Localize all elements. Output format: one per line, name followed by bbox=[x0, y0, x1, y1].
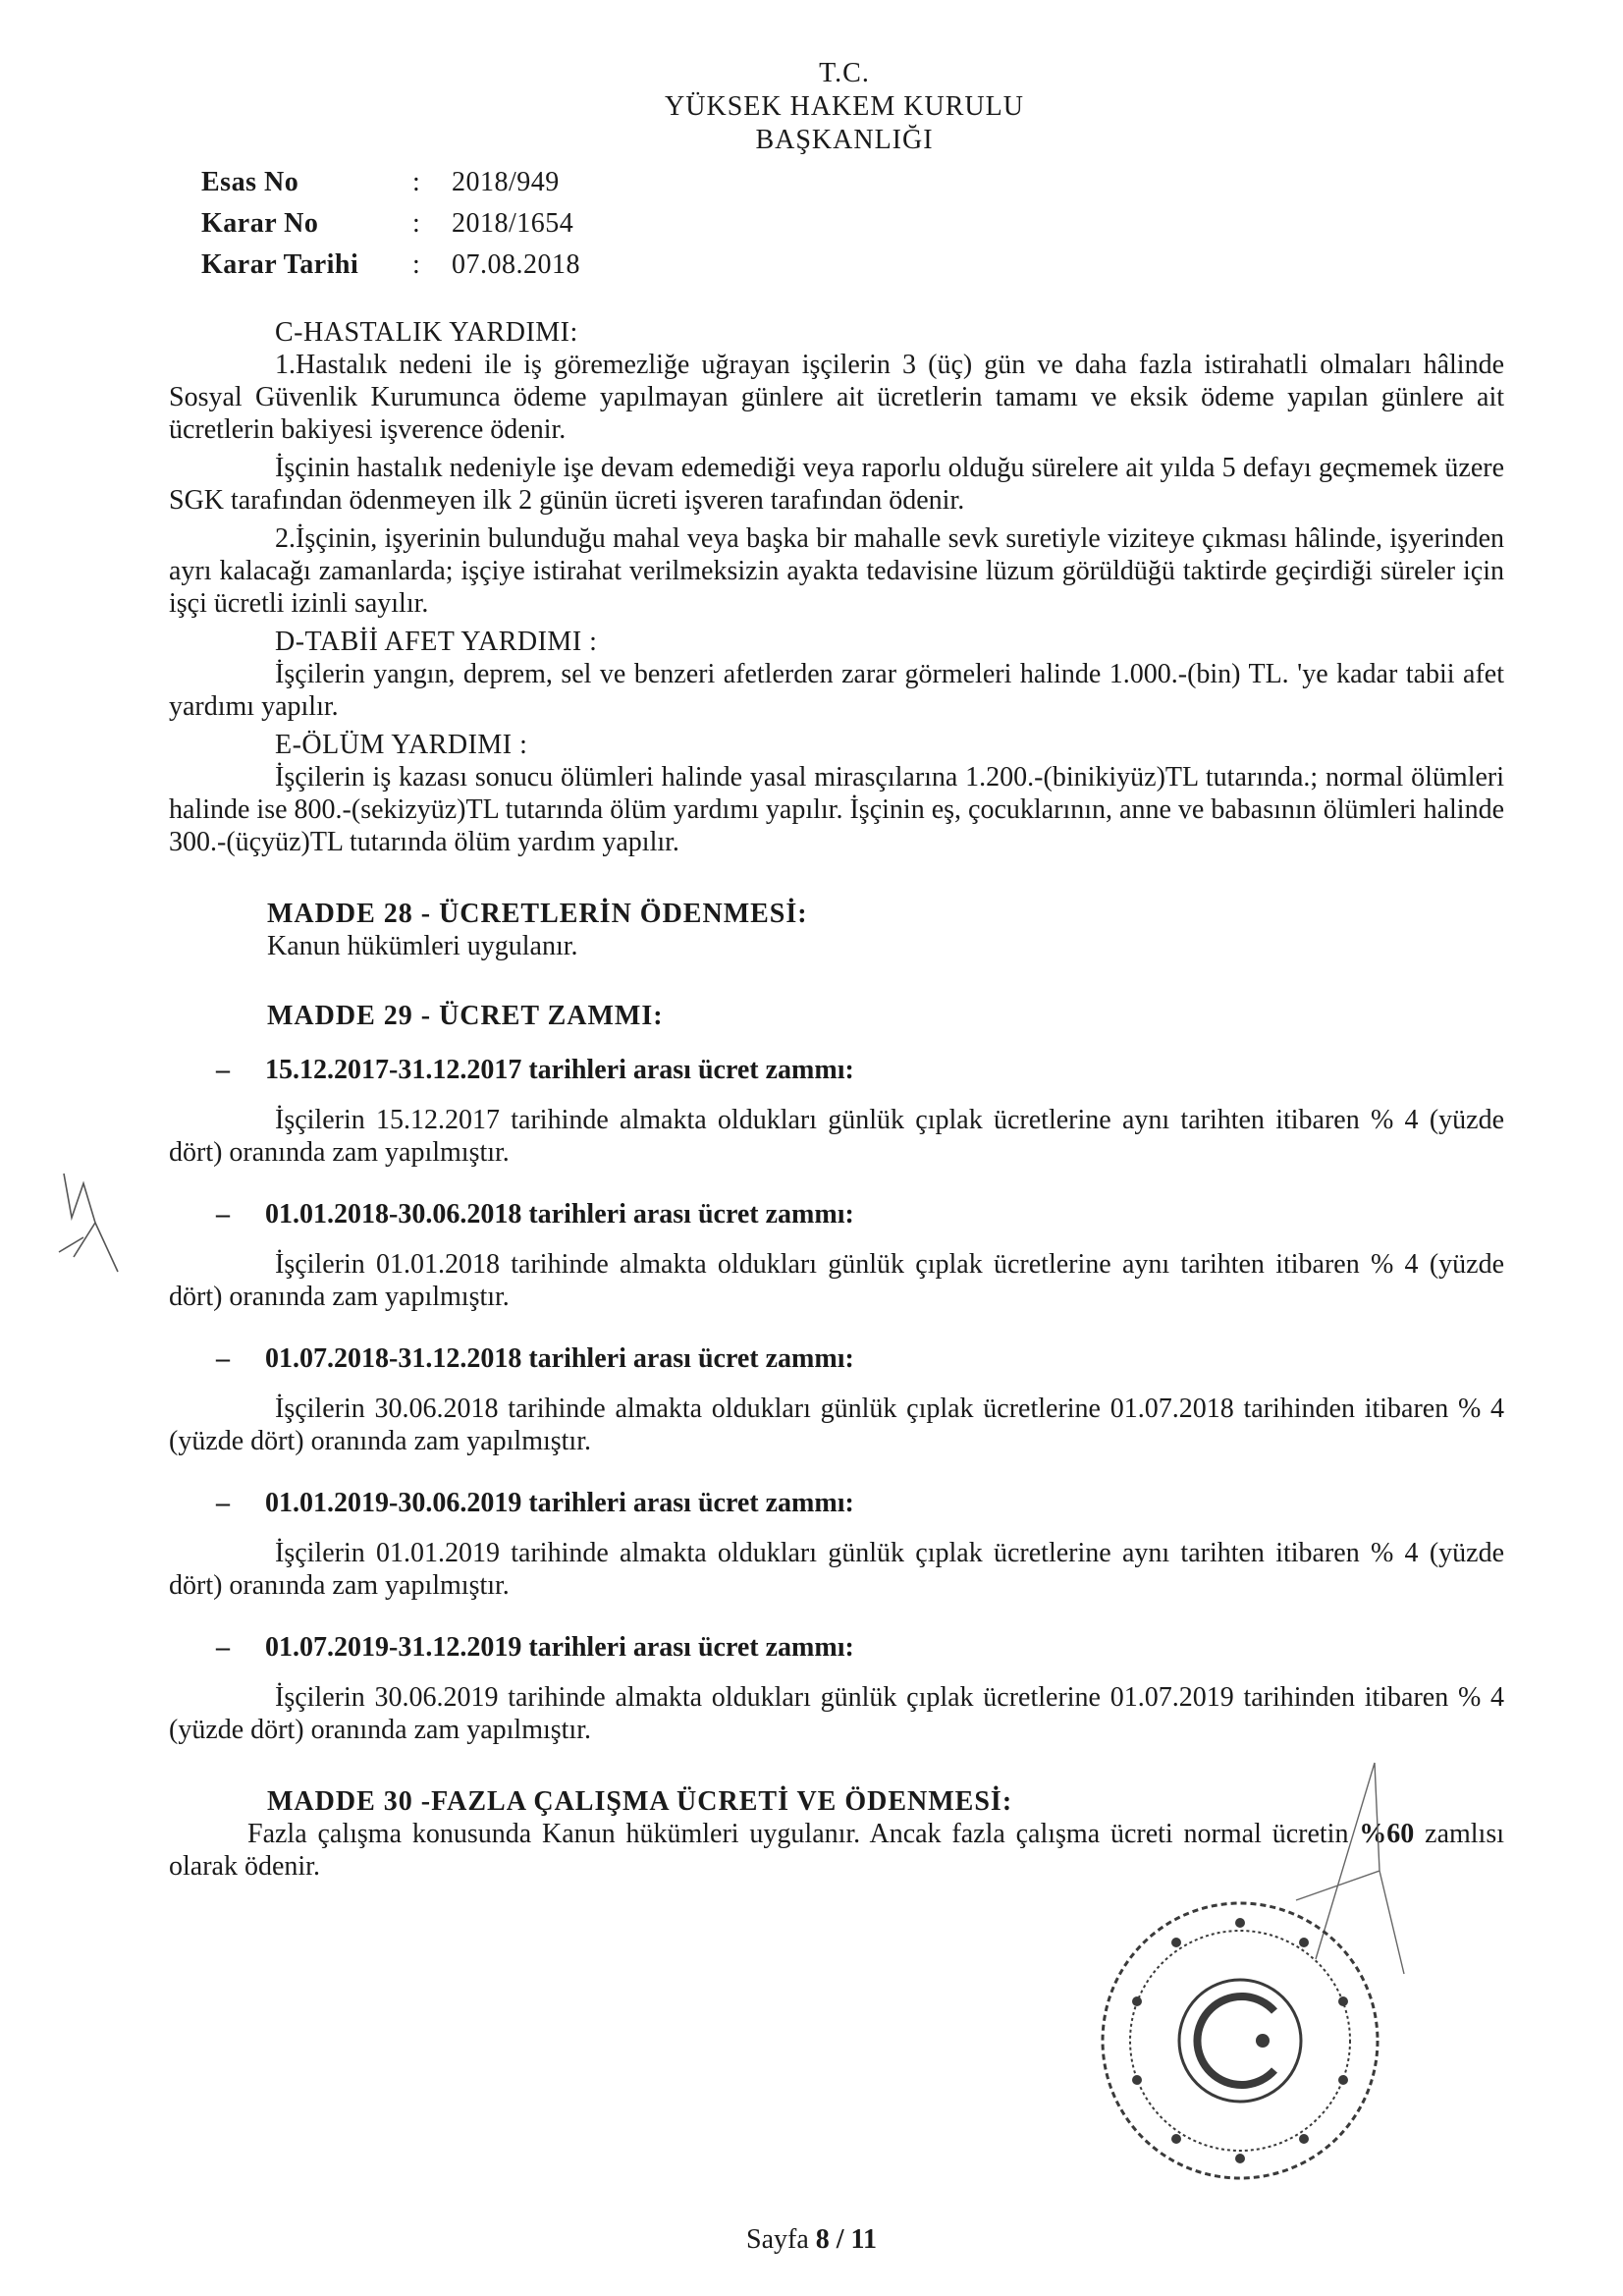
wage-increase-item bbox=[169, 1054, 1504, 1169]
meta-value: 2018/1654 bbox=[452, 208, 574, 239]
meta-label: Karar No bbox=[201, 208, 319, 239]
wage-increase-item bbox=[169, 1487, 1504, 1602]
header-institution: YÜKSEK HAKEM KURULU bbox=[665, 91, 1024, 122]
wage-increase-heading bbox=[169, 1487, 1504, 1519]
section-e-paragraph: İşçilerin iş kazası sonucu ölümleri halinde yasal mirasçılarına 1.200.-(binikiyüz)TL tutarında.; normal ölümleri halinde ise 800.-(sekizyüz)TL tutarında ölüm yardımı yapılır. İşçinin eş, çocuklarının, anne ve babasının ölümleri halinde 300.-(üçyüz)TL tutarında ölüm yardım yapılır. bbox=[169, 762, 1504, 857]
section-c-title: C-HASTALIK YARDIMI: bbox=[275, 317, 578, 348]
section-d-paragraph: İşçilerin yangın, deprem, sel ve benzeri afetlerden zarar görmeleri halinde 1.000.-(bin) TL. 'ye kadar tabii afet yardımı yapılır. bbox=[169, 659, 1504, 722]
wage-increase-period: 15.12.2017-31.12.2017 tarihleri arası ücret zammı: bbox=[265, 1055, 854, 1085]
signature-left-icon bbox=[44, 1164, 142, 1282]
section-e-title: E-ÖLÜM YARDIMI : bbox=[275, 730, 528, 760]
meta-value: 07.08.2018 bbox=[452, 249, 580, 280]
section-c-paragraph-2: İşçinin hastalık nedeniyle işe devam edemediği veya raporlu olduğu sürelere ait yılda 5 defayı geçmemek üzere SGK tarafından ödenmeyen ilk 2 günün ücreti işveren tarafından ödenir. bbox=[169, 453, 1504, 516]
header-tc: T.C. bbox=[819, 58, 870, 88]
page-footer bbox=[0, 2224, 1623, 2256]
wage-increase-period: 01.07.2019-31.12.2019 tarihleri arası ücret zammı: bbox=[265, 1632, 854, 1663]
document-header bbox=[589, 57, 1100, 157]
meta-label: Esas No bbox=[201, 167, 299, 197]
wage-increase-heading bbox=[169, 1342, 1504, 1375]
meta-row-tarih bbox=[201, 245, 580, 286]
dash-marker: – bbox=[216, 1343, 230, 1374]
wage-increase-text: İşçilerin 01.01.2018 tarihinde almakta oldukları günlük çıplak ücretlerine aynı tarihten itibaren % 4 (yüzde dört) oranında zam yapılmıştır. bbox=[169, 1249, 1504, 1312]
section-c-paragraph-1: 1.Hastalık nedeni ile iş göremezliğe uğrayan işçilerin 3 (üç) gün ve daha fazla istirahatli olmaları hâlinde Sosyal Güvenlik Kurumunca ödeme yapılmayan günlere ait ücretlerin tamamı ve eksik ödeme yapılan günlere ait ücretlerin bakiyesi işverence ödenir. bbox=[169, 350, 1504, 445]
dash-marker: – bbox=[216, 1488, 230, 1518]
meta-colon: : bbox=[412, 249, 420, 280]
wage-increase-text: İşçilerin 01.01.2019 tarihinde almakta oldukları günlük çıplak ücretlerine aynı tarihten itibaren % 4 (yüzde dört) oranında zam yapılmıştır. bbox=[169, 1538, 1504, 1601]
meta-row-karar bbox=[201, 203, 580, 245]
meta-value: 2018/949 bbox=[452, 167, 560, 197]
official-seal-icon bbox=[1088, 1893, 1392, 2188]
wage-increase-period: 01.07.2018-31.12.2018 tarihleri arası ücret zammı: bbox=[265, 1343, 854, 1374]
wage-increase-heading bbox=[169, 1631, 1504, 1664]
madde-30-title: MADDE 30 -FAZLA ÇALIŞMA ÜCRETİ VE ÖDENMESİ: bbox=[267, 1786, 1013, 1817]
madde-30-text-before: Fazla çalışma konusunda Kanun hükümleri uygulanır. Ancak fazla çalışma ücreti normal ücretin bbox=[247, 1819, 1360, 1849]
header-department: BAŞKANLIĞI bbox=[755, 125, 934, 155]
meta-label: Karar Tarihi bbox=[201, 249, 359, 280]
madde-28-title: MADDE 28 - ÜCRETLERİN ÖDENMESİ: bbox=[267, 899, 808, 929]
dash-marker: – bbox=[216, 1199, 230, 1230]
wage-increase-item bbox=[169, 1631, 1504, 1746]
dash-marker: – bbox=[216, 1055, 230, 1085]
wage-increase-text: İşçilerin 30.06.2019 tarihinde almakta oldukları günlük çıplak ücretlerine 01.07.2019 tarihinden itibaren % 4 (yüzde dört) oranında zam yapılmıştır. bbox=[169, 1682, 1504, 1745]
wage-increase-heading bbox=[169, 1054, 1504, 1086]
wage-increase-period: 01.01.2018-30.06.2018 tarihleri arası ücret zammı: bbox=[265, 1199, 854, 1230]
section-c-paragraph-3: 2.İşçinin, işyerinin bulunduğu mahal veya başka bir mahalle sevk suretiyle viziteye çıkması hâlinde, işyerinden ayrı kalacağı zamanlarda; işçiye istirahat verilmeksizin ayakta tedavisine lüzum görüldüğü taktirde geçirdiği süreler için işçi ücretli izinli sayılır. bbox=[169, 523, 1504, 619]
page-number: 8 / 11 bbox=[815, 2224, 877, 2255]
wage-increase-heading bbox=[169, 1198, 1504, 1230]
wage-increase-text: İşçilerin 30.06.2018 tarihinde almakta oldukları günlük çıplak ücretlerine 01.07.2018 tarihinden itibaren % 4 (yüzde dört) oranında zam yapılmıştır. bbox=[169, 1394, 1504, 1456]
meta-colon: : bbox=[412, 167, 420, 197]
meta-colon: : bbox=[412, 208, 420, 239]
wage-increase-period: 01.01.2019-30.06.2019 tarihleri arası ücret zammı: bbox=[265, 1488, 854, 1518]
madde-29-title: MADDE 29 - ÜCRET ZAMMI: bbox=[267, 1001, 664, 1031]
madde-30-text-after: zamlısı olarak ödenir. bbox=[169, 1819, 1505, 1882]
page-number-prefix: Sayfa bbox=[746, 2224, 816, 2255]
wage-increase-item bbox=[169, 1342, 1504, 1457]
wage-increase-item bbox=[169, 1198, 1504, 1313]
dash-marker: – bbox=[216, 1632, 230, 1663]
section-d-title: D-TABİİ AFET YARDIMI : bbox=[275, 627, 598, 657]
document-body bbox=[169, 312, 1504, 1888]
wage-increase-text: İşçilerin 15.12.2017 tarihinde almakta oldukları günlük çıplak ücretlerine aynı tarihten itibaren % 4 (yüzde dört) oranında zam yapılmıştır. bbox=[169, 1105, 1504, 1168]
madde-28-text: Kanun hükümleri uygulanır. bbox=[267, 931, 578, 961]
meta-row-esas bbox=[201, 162, 580, 203]
madde-30-rate: %60 bbox=[1359, 1819, 1415, 1849]
case-metadata bbox=[201, 162, 580, 286]
